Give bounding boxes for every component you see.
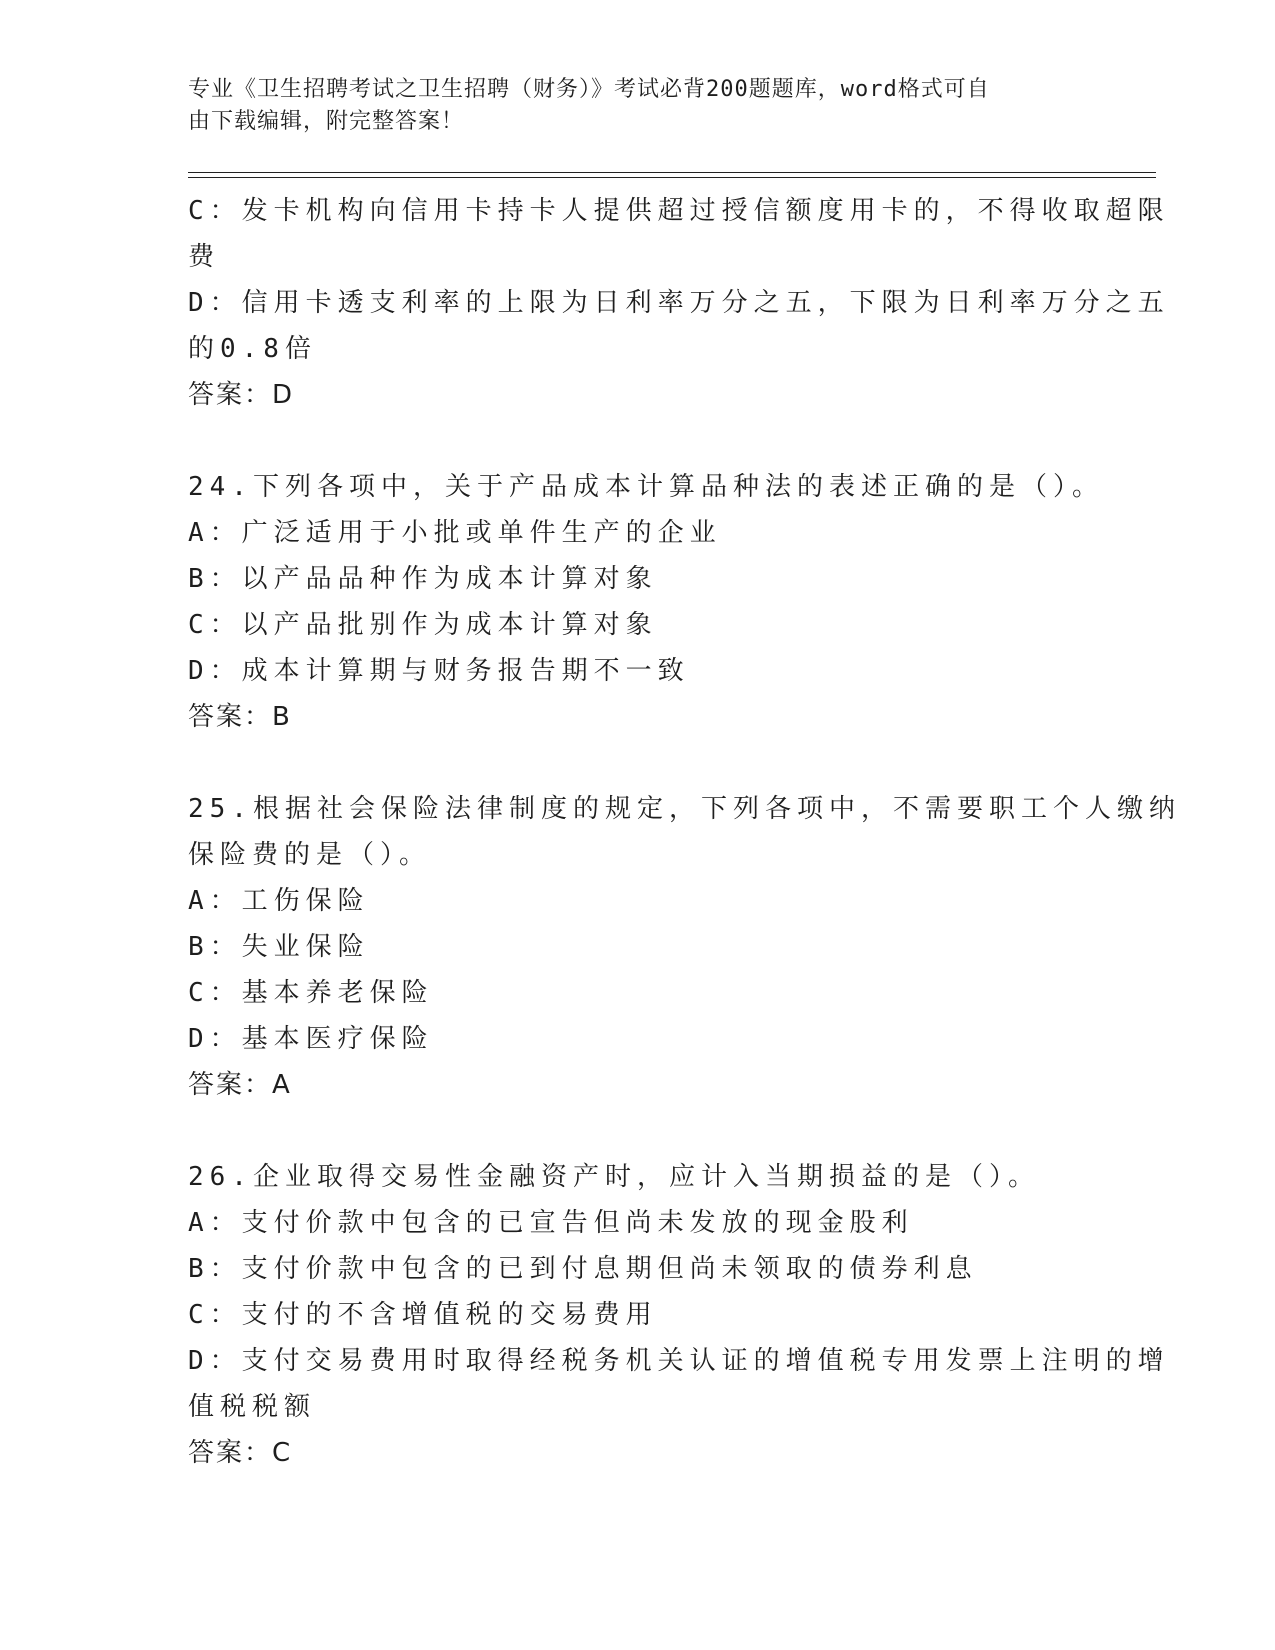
answer: 答案：B — [188, 702, 292, 732]
option-d-cont: 值税税额 — [188, 1392, 317, 1422]
option-b: B：支付价款中包含的已到付息期但尚未领取的债券利息 — [188, 1254, 978, 1284]
answer: 答案：D — [188, 380, 295, 410]
option-c-cont: 费 — [188, 242, 221, 272]
header-divider-bottom — [188, 177, 1156, 178]
question-24 — [188, 464, 1104, 740]
option-d: D：成本计算期与财务报告期不一致 — [188, 656, 690, 686]
header-line-1: 专业《卫生招聘考试之卫生招聘（财务）》考试必背200题题库，word格式可自 — [188, 77, 990, 102]
document-body — [188, 188, 1181, 1476]
option-a: A：工伤保险 — [188, 886, 370, 916]
option-a: A：支付价款中包含的已宣告但尚未发放的现金股利 — [188, 1208, 914, 1238]
question-stem: 26.企业取得交易性金融资产时，应计入当期损益的是（）。 — [188, 1162, 1040, 1192]
question-stem: 25.根据社会保险法律制度的规定，下列各项中，不需要职工个人缴纳 — [188, 794, 1181, 824]
option-b: B：以产品品种作为成本计算对象 — [188, 564, 658, 594]
question-23-tail — [188, 188, 1170, 418]
question-stem: 24.下列各项中，关于产品成本计算品种法的表述正确的是（）。 — [188, 472, 1104, 502]
option-d: D：信用卡透支利率的上限为日利率万分之五，下限为日利率万分之五 — [188, 288, 1170, 318]
option-d: D：基本医疗保险 — [188, 1024, 434, 1054]
question-26 — [188, 1154, 1170, 1476]
answer: 答案：C — [188, 1438, 293, 1468]
option-c: C：发卡机构向信用卡持卡人提供超过授信额度用卡的，不得收取超限 — [188, 196, 1170, 226]
option-c: C：以产品批别作为成本计算对象 — [188, 610, 658, 640]
header-divider-top — [188, 172, 1156, 173]
question-25 — [188, 786, 1181, 1108]
question-stem-cont: 保险费的是（）。 — [188, 840, 432, 870]
option-c: C：基本养老保险 — [188, 978, 434, 1008]
option-d: D：支付交易费用时取得经税务机关认证的增值税专用发票上注明的增 — [188, 1346, 1170, 1376]
option-b: B：失业保险 — [188, 932, 370, 962]
document-header — [188, 74, 1068, 138]
header-line-2: 由下载编辑，附完整答案！ — [188, 109, 465, 134]
option-d-cont: 的0.8倍 — [188, 334, 317, 364]
option-c: C：支付的不含增值税的交易费用 — [188, 1300, 658, 1330]
option-a: A：广泛适用于小批或单件生产的企业 — [188, 518, 722, 548]
answer: 答案：A — [188, 1070, 292, 1100]
